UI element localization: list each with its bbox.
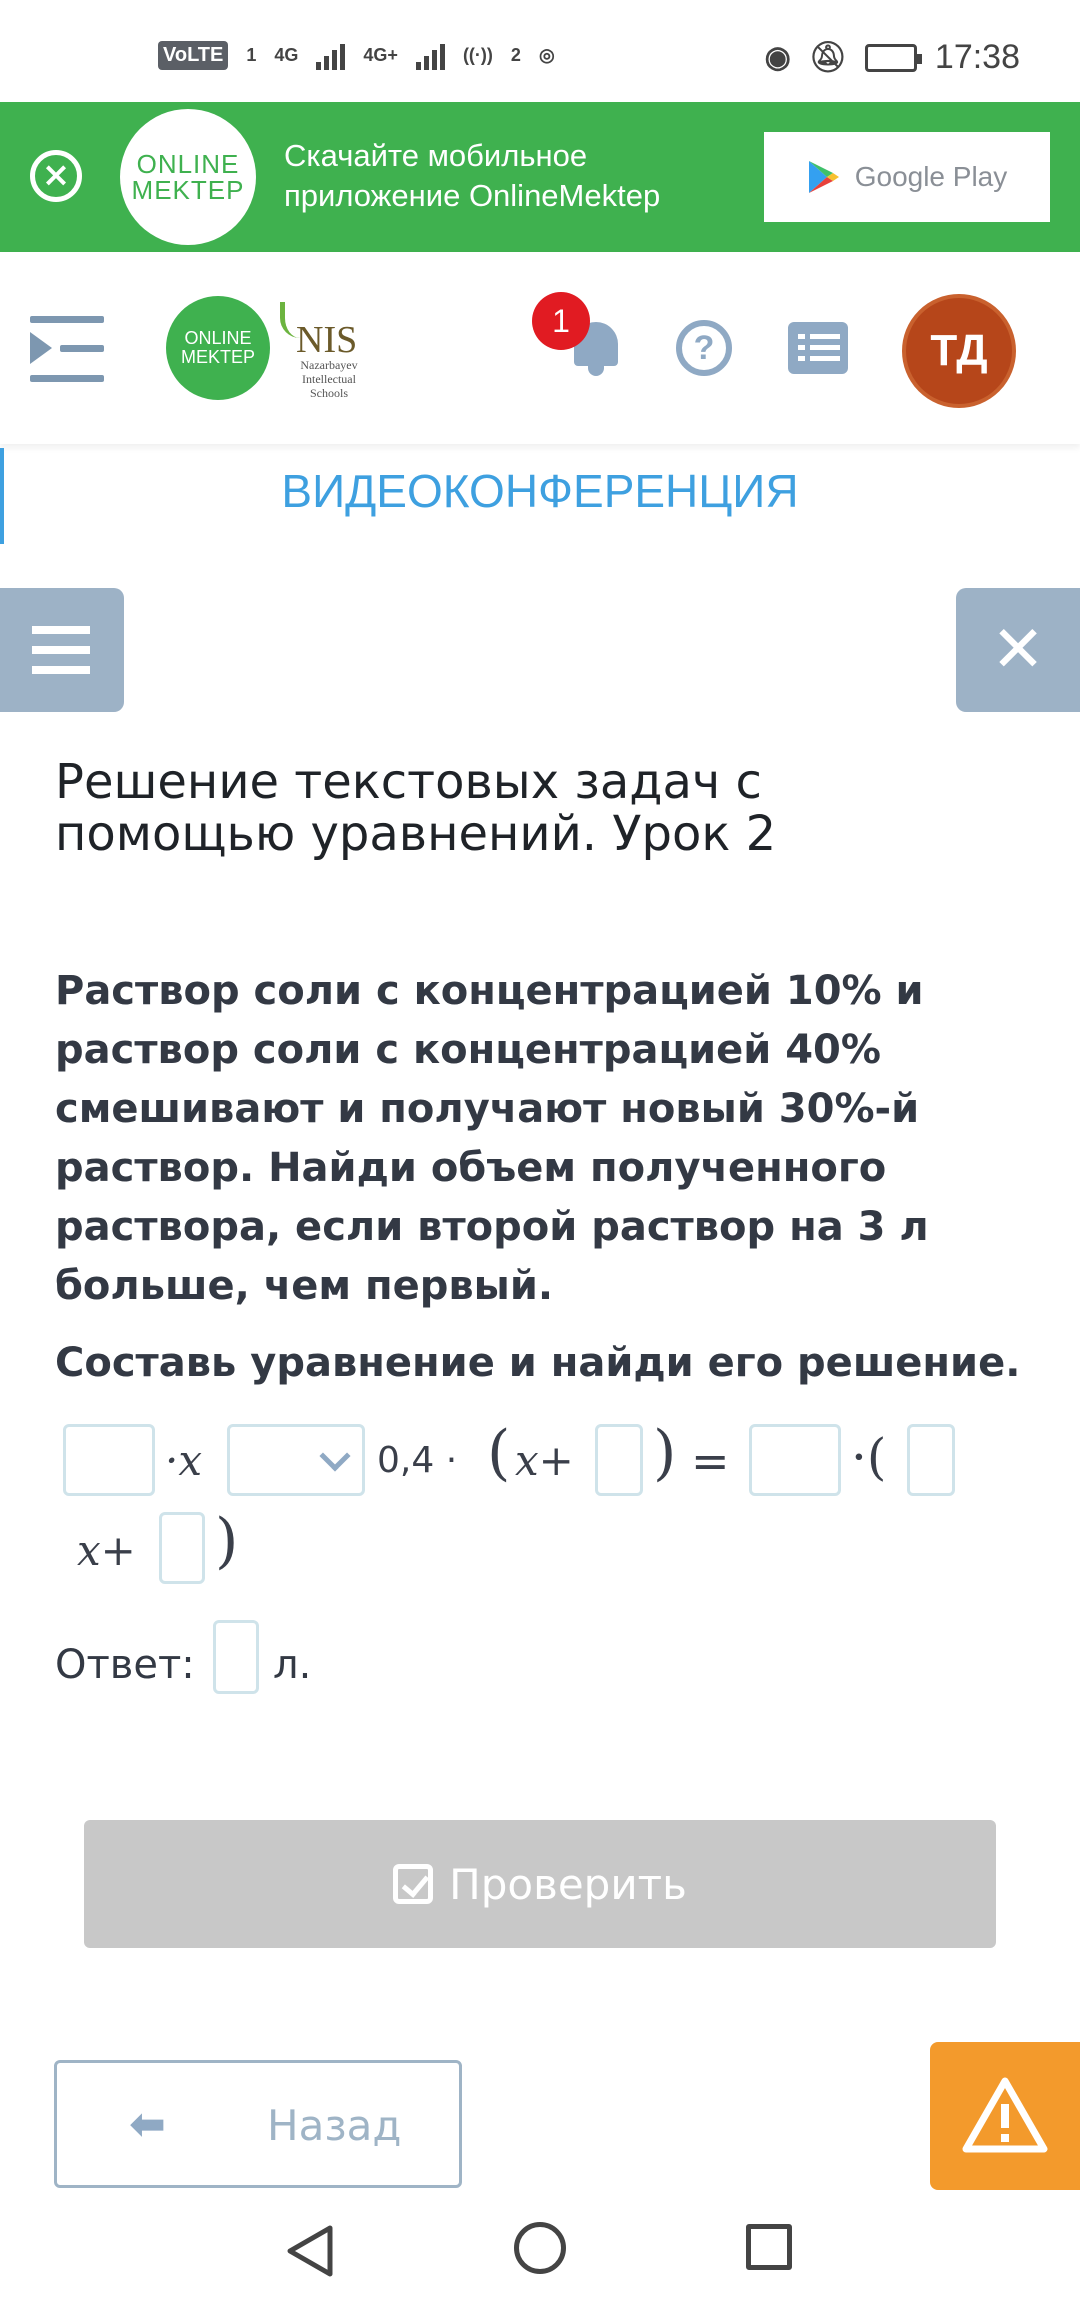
notification-badge[interactable]: 1 xyxy=(532,292,590,350)
volte-badge: VoLTE xyxy=(158,41,228,70)
signal-icon-2 xyxy=(416,40,445,70)
close-paren-2: ) xyxy=(215,1506,239,1576)
x-plus-2: x+ xyxy=(77,1526,136,1575)
dot-paren: ·( xyxy=(851,1428,887,1486)
logo-line-2: MEKTEP xyxy=(131,175,245,205)
x-plus: x+ xyxy=(515,1436,574,1485)
menu-icon[interactable] xyxy=(0,588,124,712)
system-nav-bar xyxy=(0,2190,1080,2310)
nis-logo-text: NIS xyxy=(296,319,358,361)
dot-x: ·x xyxy=(165,1436,203,1485)
clock: 17:38 xyxy=(934,38,1020,76)
hotspot-count: 2 xyxy=(510,44,521,65)
task-instruction: Составь уравнение и найди его решение. xyxy=(55,1340,1021,1386)
google-play-label: Google Play xyxy=(854,161,1008,192)
coefficient-text: 0,4 · xyxy=(377,1440,458,1481)
hotspot-icon: ((·)) xyxy=(462,44,493,65)
task-text: Раствор соли с концентрацией 10% и раствор соли с концентрацией 40% смешивают и получают новый 30%-й раствор. Найди объем полученного раствора, если второй раствор на 3 л больше, чем первый. xyxy=(55,968,929,1309)
equation-builder xyxy=(55,1418,1045,1594)
answer-row xyxy=(55,1620,455,1700)
answer-label: Ответ: xyxy=(55,1642,195,1688)
network-type-1: 4G xyxy=(274,44,299,65)
check-button[interactable] xyxy=(84,1820,996,1948)
instagram-icon: ◎ xyxy=(538,44,555,65)
lesson-title: Решение текстовых задач с помощью уравнений. Урок 2 xyxy=(55,754,777,862)
bell-clapper xyxy=(588,366,604,376)
close-icon[interactable]: × xyxy=(30,150,82,202)
equals-sign: = xyxy=(691,1434,730,1488)
open-paren: ( xyxy=(487,1418,511,1488)
answer-input[interactable] xyxy=(213,1620,259,1694)
nav-recents-icon[interactable] xyxy=(746,2224,792,2270)
check-button-label: Проверить xyxy=(449,1859,687,1909)
google-play-button[interactable] xyxy=(764,132,1050,222)
close-paren: ) xyxy=(653,1418,677,1488)
status-bar xyxy=(0,0,1080,102)
app-header xyxy=(0,252,1080,444)
status-left xyxy=(158,40,555,70)
play-store-icon xyxy=(807,159,841,195)
warning-icon xyxy=(962,2076,1048,2154)
video-conference-label[interactable]: ВИДЕОКОНФЕРЕНЦИЯ xyxy=(281,465,799,517)
addend-input-2[interactable] xyxy=(159,1512,205,1584)
report-problem-button[interactable] xyxy=(930,2042,1080,2190)
arrow-left-icon: ⬅ xyxy=(129,2099,166,2150)
logo-line-1: ONLINE xyxy=(184,328,252,348)
network-type-2: 4G+ xyxy=(363,44,398,65)
signal-icon xyxy=(316,40,345,70)
online-mektep-logo-small[interactable] xyxy=(166,296,270,400)
promo-text: Скачайте мобильное приложение OnlineMektep xyxy=(284,138,661,213)
coefficient-input-2[interactable] xyxy=(749,1424,841,1496)
logo-line-2: MEKTEP xyxy=(180,347,255,367)
nav-home-icon[interactable] xyxy=(514,2222,566,2274)
sidebar-toggle-icon[interactable] xyxy=(30,316,104,382)
answer-unit: л. xyxy=(273,1642,312,1688)
nav-back-icon[interactable] xyxy=(286,2224,334,2278)
nis-logo xyxy=(276,302,376,402)
user-avatar[interactable]: ТД xyxy=(902,294,1016,408)
battery-icon xyxy=(865,44,917,72)
addend-input-1[interactable] xyxy=(595,1424,643,1496)
chevron-down-icon xyxy=(319,1440,350,1471)
help-icon[interactable]: ? xyxy=(676,320,732,376)
mute-bell-icon: 🔕︎ xyxy=(808,41,847,74)
multiplier-input[interactable] xyxy=(907,1424,955,1496)
nis-logo-subtitle: Nazarbayev Intellectual Schools xyxy=(300,358,358,400)
back-button[interactable] xyxy=(54,2060,462,2188)
operator-select[interactable] xyxy=(227,1424,365,1496)
online-mektep-logo xyxy=(120,109,256,245)
back-button-label: Назад xyxy=(267,2101,402,2150)
checkbox-icon xyxy=(393,1864,433,1904)
logo-line-1: ONLINE xyxy=(136,149,240,179)
eye-icon: ◉ xyxy=(764,41,791,74)
list-icon[interactable] xyxy=(788,322,848,374)
app-promo-banner xyxy=(0,102,1080,252)
coefficient-input-1[interactable] xyxy=(63,1424,155,1496)
sim-number: 1 xyxy=(246,44,257,65)
status-right xyxy=(765,38,1020,77)
video-conference-link[interactable] xyxy=(0,444,1080,548)
close-lesson-button[interactable]: ✕ xyxy=(956,588,1080,712)
